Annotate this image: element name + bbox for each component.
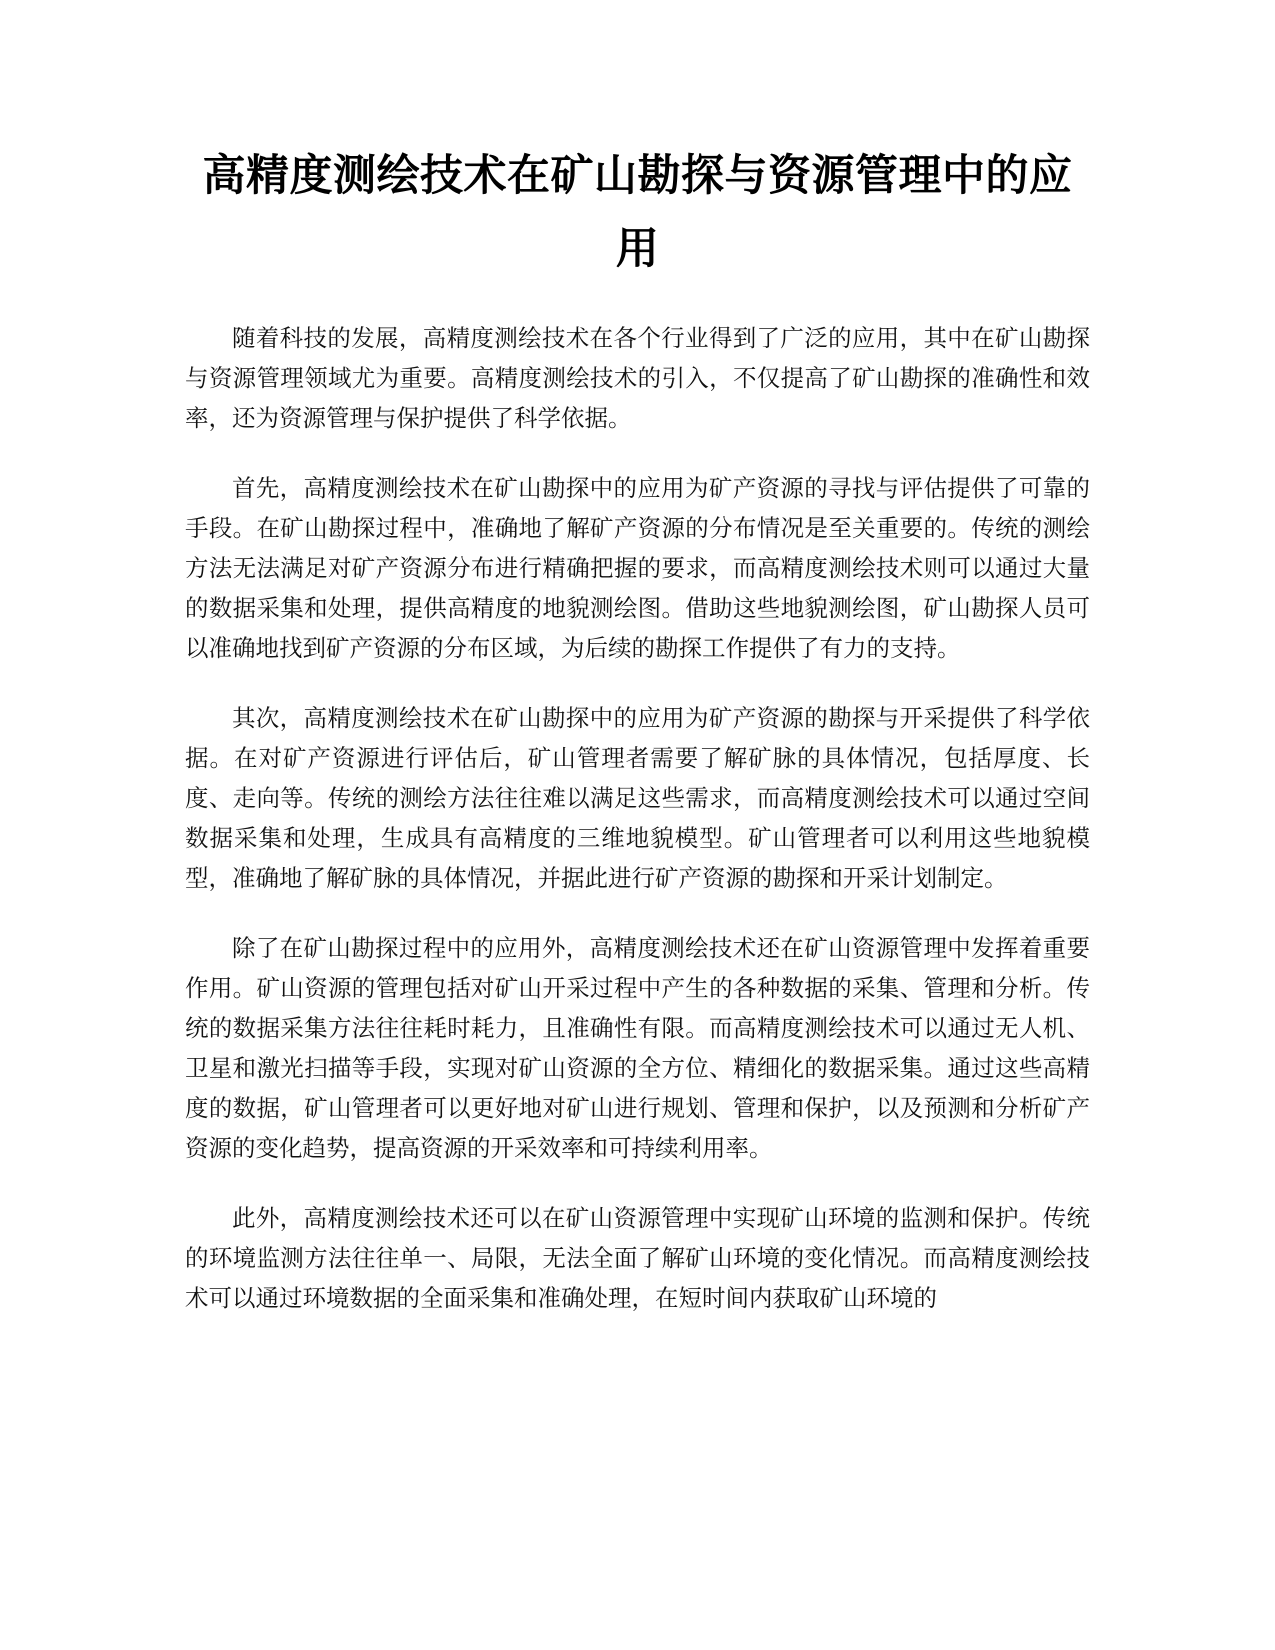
paragraph-intro: 随着科技的发展，高精度测绘技术在各个行业得到了广泛的应用，其中在矿山勘探与资源管理领域尤为重要。高精度测绘技术的引入，不仅提高了矿山勘探的准确性和效率，还为资源管理与保护提供了科学依据。	[185, 324, 1090, 432]
paragraph-second: 其次，高精度测绘技术在矿山勘探中的应用为矿产资源的勘探与开采提供了科学依据。在对矿产资源进行评估后，矿山管理者需要了解矿脉的具体情况，包括厚度、长度、走向等。传统的测绘方法往往难以满足这些需求，而高精度测绘技术可以通过空间数据采集和处理，生成具有高精度的三维地貌模型。矿山管理者可以利用这些地貌模型，准确地了解矿脉的具体情况，并据此进行矿产资源的勘探和开采计划制定。	[185, 704, 1090, 892]
paragraph-fourth: 此外，高精度测绘技术还可以在矿山资源管理中实现矿山环境的监测和保护。传统的环境监测方法往往单一、局限，无法全面了解矿山环境的变化情况。而高精度测绘技术可以通过环境数据的全面采集和准确处理，在短时间内获取矿山环境的	[185, 1204, 1090, 1312]
document-title: 高精度测绘技术在矿山勘探与资源管理中的应用	[202, 151, 1073, 274]
paragraph-third: 除了在矿山勘探过程中的应用外，高精度测绘技术还在矿山资源管理中发挥着重要作用。矿山资源的管理包括对矿山开采过程中产生的各种数据的采集、管理和分析。传统的数据采集方法往往耗时耗力，且准确性有限。而高精度测绘技术可以通过无人机、卫星和激光扫描等手段，实现对矿山资源的全方位、精细化的数据采集。通过这些高精度的数据，矿山管理者可以更好地对矿山进行规划、管理和保护，以及预测和分析矿产资源的变化趋势，提高资源的开采效率和可持续利用率。	[185, 934, 1090, 1162]
document-body	[185, 318, 1090, 1348]
paragraph-first: 首先，高精度测绘技术在矿山勘探中的应用为矿产资源的寻找与评估提供了可靠的手段。在矿山勘探过程中，准确地了解矿产资源的分布情况是至关重要的。传统的测绘方法无法满足对矿产资源分布进行精确把握的要求，而高精度测绘技术则可以通过大量的数据采集和处理，提供高精度的地貌测绘图。借助这些地貌测绘图，矿山勘探人员可以准确地找到矿产资源的分布区域，为后续的勘探工作提供了有力的支持。	[185, 474, 1090, 662]
